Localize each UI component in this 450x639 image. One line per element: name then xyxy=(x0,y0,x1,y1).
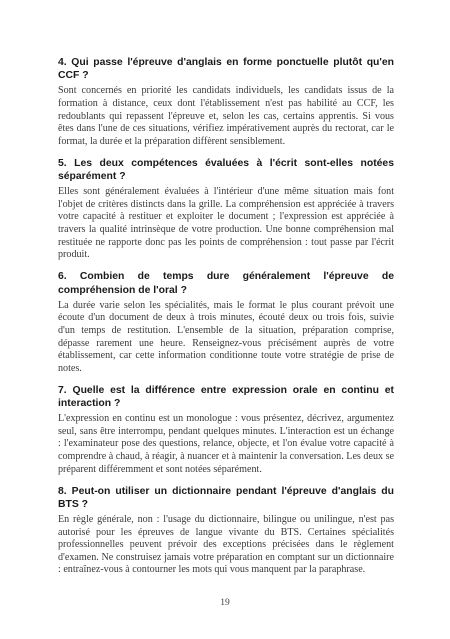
faq-answer: L'expression en continu est un monologue : vous présentez, décrivez, argumentez seul, sans être interrompu, pendant quelques minutes. L'interaction est un échange : l'examinateur pose des questions, relance, objecte, et l'on évalue votre capacité à comprendre à chaud, à réagir, à nuancer et à maintenir la conversation. Les deux se préparent différemment et sont notées séparément. xyxy=(58,413,394,475)
faq-answer: Sont concernés en priorité les candidats individuels, les candidats issus de la formation à distance, ceux dont l'établissement n'est pas habilité au CCF, les redoublants qui repassent l'épreuve et, selon les cas, certains apprentis. Si vous êtes dans l'une de ces situations, vérifiez impérativement auprès du rectorat, car le format, la durée et la préparation diffèrent sensiblement. xyxy=(58,85,394,147)
faq-question: 8. Peut-on utiliser un dictionnaire pendant l'épreuve d'anglais du BTS ? xyxy=(58,485,394,510)
faq-section-7 xyxy=(58,384,394,476)
page-number: 19 xyxy=(220,598,230,608)
faq-question: 7. Quelle est la différence entre expression orale en continu et interaction ? xyxy=(58,384,394,410)
faq-answer: La durée varie selon les spécialités, mais le format le plus courant prévoit une écoute d'un document de deux à trois minutes, écouté deux ou trois fois, suivie d'un temps de restitution. L'ensemble de la situation, préparation comprise, dépasse rarement une heure. Renseignez-vous précisément auprès de votre établissement, car cette information conditionne toute votre stratégie de prise de notes. xyxy=(58,299,394,374)
faq-answer: En règle générale, non : l'usage du dictionnaire, bilingue ou unilingue, n'est pas autorisé pour les épreuves de langue vivante du BTS. Certaines spécialités professionnelles peuvent prévoir des exceptions précisées dans le règlement d'examen. Ne construisez jamais votre préparation en comptant sur un dictionnaire : entraînez-vous à contourner les mots qui vous manquent par la paraphrase. xyxy=(58,514,394,576)
faq-question: 5. Les deux compétences évaluées à l'écrit sont-elles notées séparément ? xyxy=(58,157,394,183)
faq-content xyxy=(58,56,394,586)
faq-answer: Elles sont généralement évaluées à l'intérieur d'une même situation mais font l'objet de critères distincts dans la grille. La compréhension est appréciée à travers votre capacité à restituer et exploiter le document ; l'expression est appréciée à travers la qualité intrinsèque de votre production. Une bonne compréhension mal restituée ne rapporte donc pas les points de compréhension : tout passe par l'écrit produit. xyxy=(58,186,394,261)
faq-section-8 xyxy=(58,485,394,577)
faq-question: 4. Qui passe l'épreuve d'anglais en forme ponctuelle plutôt qu'en CCF ? xyxy=(58,57,394,82)
faq-question: 6. Combien de temps dure généralement l'épreuve de compréhension de l'oral ? xyxy=(58,271,394,296)
faq-section-6 xyxy=(58,270,394,375)
faq-section-4 xyxy=(58,56,394,148)
faq-section-5 xyxy=(58,157,394,262)
